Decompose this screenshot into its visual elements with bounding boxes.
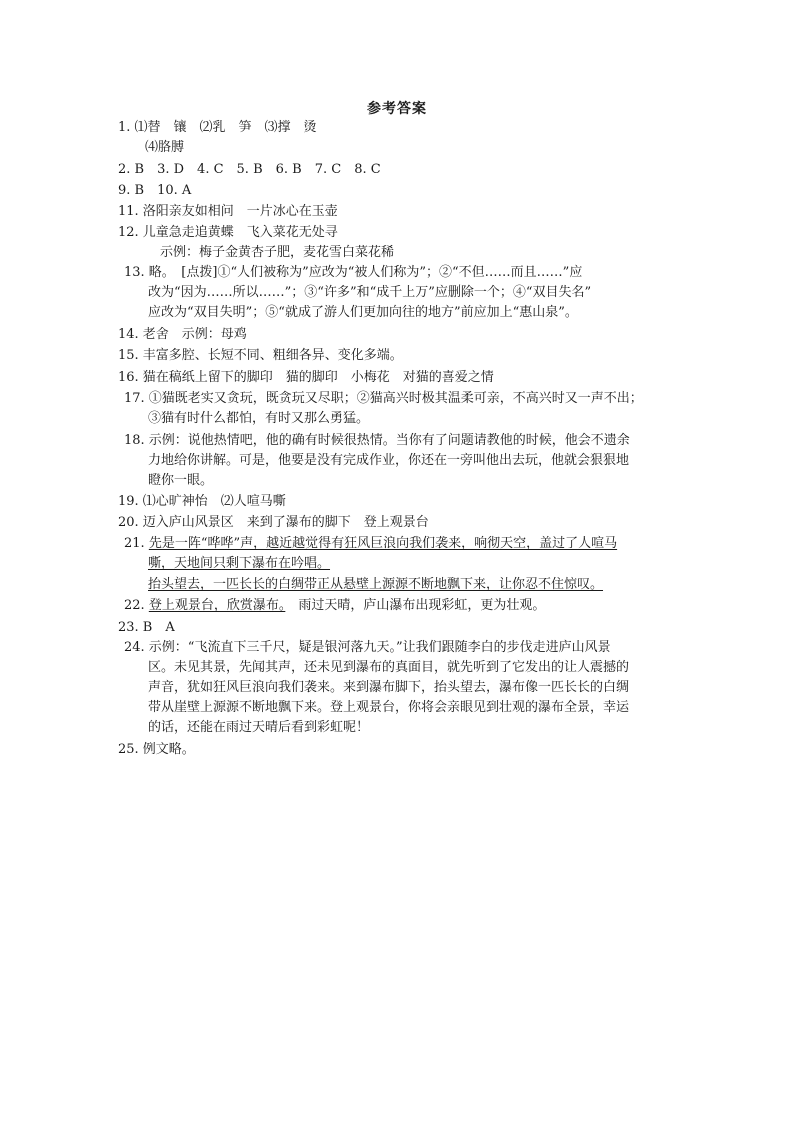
answer-12-example: 示例：梅子金黄杏子肥，麦花雪白菜花稀 [160, 245, 395, 260]
answer-24: 24. 示例：“飞流直下三千尺，疑是银河落九天。”让我们跟随李白的步伐走进庐山风景 [124, 640, 611, 655]
answer-18: 18. 示例：说他热情吧，他的确有时候很热情。当你有了问题请教他的时候，他会不遗余 [124, 433, 630, 448]
answer-24-cont: 声音，犹如狂风巨浪向我们袭来。来到瀑布脚下，抬头望去，瀑布像一匹长长的白绸 [148, 680, 630, 695]
answer-21 [124, 534, 617, 554]
page-title: 参考答案 [367, 101, 427, 117]
answer-9-10: 9. B 10. A [118, 183, 192, 198]
answer-21-cont: 抬头望去，一匹长长的白绸带正从悬壁上源源不断地飘下来，让你忍不住惊叹。 [148, 577, 604, 592]
answer-17-cont: ③猫有时什么都怕，有时又那么勇猛。 [148, 411, 370, 426]
answer-16: 16. 猫在稿纸上留下的脚印 猫的脚印 小梅花 对猫的喜爱之情 [118, 370, 494, 385]
answer-23: 23. B A [118, 620, 175, 635]
answer-22 [124, 596, 545, 616]
answer-15: 15. 丰富多腔、长短不同、粗细各异、变化多端。 [118, 348, 403, 363]
answer-11: 11. 洛阳亲友如相问 一片冰心在玉壶 [118, 204, 338, 219]
answer-13: 13. 略。 [点拨]①“人们被称为”应改为“被人们称为”；②“不但……而且……”应 [124, 265, 583, 280]
answer-13-cont: 应改为“双目失明”；⑤“就成了游人们更加向往的地方”前应加上“惠山泉”。 [148, 305, 578, 320]
answer-18-cont: 力地给你讲解。可是，他要是没有完成作业，你还在一旁叫他出去玩，他就会狠狠地 [148, 453, 630, 468]
answer-18-cont: 瞪你一眼。 [148, 473, 214, 488]
answer-22-text: 登上观景台，欣赏瀑布。 [148, 598, 286, 613]
answer-19: 19. ⑴心旷神怡 ⑵人喧马嘶 [118, 494, 286, 509]
answer-25: 25. 例文略。 [118, 742, 195, 757]
answer-1: 1. ⑴替 镶 ⑵乳 笋 ⑶撑 烫 [118, 120, 317, 135]
answer-22-text-2: 雨过天晴，庐山瀑布出现彩虹，更为壮观。 [285, 598, 546, 613]
answer-24-cont: 的话，还能在雨过天晴后看到彩虹呢！ [148, 720, 370, 735]
answer-21-number: 21. [124, 536, 149, 551]
answer-17: 17. ①猫既老实又贪玩，既贪玩又尽职；②猫高兴时极其温柔可亲，不高兴时又一声不出； [124, 391, 643, 406]
answer-13-cont: 改为“因为……所以……”；③“许多”和“成千上万”应删除一个；④“双目失名” [148, 285, 592, 300]
answer-14: 14. 老舍 示例：母鸡 [118, 327, 247, 342]
answer-22-number: 22. [124, 598, 149, 613]
answer-1-cont: ⑷胳膊 [145, 140, 185, 155]
answer-21-text: 先是一阵“哗哗”声，越近越觉得有狂风巨浪向我们袭来，响彻天空，盖过了人喧马 [148, 536, 618, 551]
answer-24-cont: 区。未见其景，先闻其声，还未见到瀑布的真面目，就先听到了它发出的让人震撼的 [148, 660, 630, 675]
answer-21-cont: 嘶，天地间只剩下瀑布在吟唱。 [148, 556, 331, 571]
answer-24-cont: 带从崖壁上源源不断地飘下来。登上观景台，你将会亲眼见到壮观的瀑布全景，幸运 [148, 700, 630, 715]
answer-2-8: 2. B 3. D 4. C 5. B 6. B 7. C 8. C [118, 162, 381, 177]
answer-12: 12. 儿童急走追黄蝶 飞入菜花无处寻 [118, 225, 338, 240]
answer-20: 20. 迈入庐山风景区 来到了瀑布的脚下 登上观景台 [118, 515, 429, 530]
